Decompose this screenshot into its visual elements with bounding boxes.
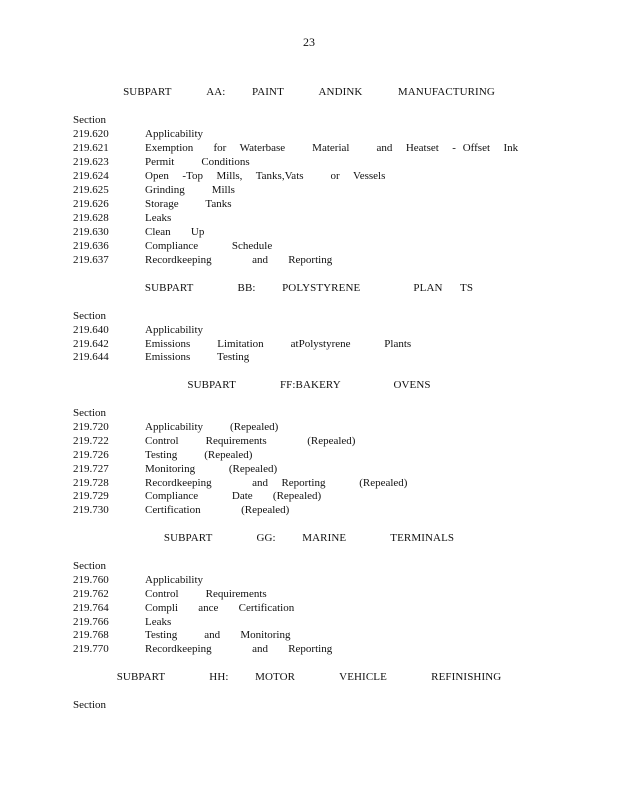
list-item bbox=[0, 254, 618, 268]
section-number: 219.628 bbox=[73, 212, 109, 224]
list-item bbox=[0, 588, 618, 602]
section-label: Section bbox=[73, 699, 106, 711]
section-number: 219.729 bbox=[73, 490, 109, 502]
list-item bbox=[0, 449, 618, 463]
section-title: Recordkeeping and Reporting bbox=[145, 254, 333, 266]
list-item bbox=[0, 128, 618, 142]
section-number: 219.625 bbox=[73, 184, 109, 196]
section-number: 219.621 bbox=[73, 142, 109, 154]
section-title: Control Requirements bbox=[145, 588, 267, 600]
section-number: 219.727 bbox=[73, 463, 109, 475]
section-number: 219.624 bbox=[73, 170, 109, 182]
list-item bbox=[0, 643, 618, 657]
section-number: 219.766 bbox=[73, 616, 109, 628]
section-title: Testing and Monitoring bbox=[145, 629, 291, 641]
list-item bbox=[0, 490, 618, 504]
section-number: 219.764 bbox=[73, 602, 109, 614]
subpart-heading: SUBPART GG: MARINE TERMINALS bbox=[163, 532, 455, 544]
section-title: Grinding Mills bbox=[145, 184, 235, 196]
section-number: 219.728 bbox=[73, 477, 109, 489]
section-number: 219.623 bbox=[73, 156, 109, 168]
section-number: 219.768 bbox=[73, 629, 109, 641]
list-item bbox=[0, 156, 618, 170]
section-title: Emissions Limitation atPolystyrene Plants bbox=[145, 338, 412, 350]
section-title: Open -Top Mills, Tanks,Vats or Vessels bbox=[145, 170, 386, 182]
list-item bbox=[0, 142, 618, 156]
list-item bbox=[0, 351, 618, 365]
section-title: Compliance Schedule bbox=[145, 240, 273, 252]
list-item bbox=[0, 629, 618, 643]
section-number: 219.630 bbox=[73, 226, 109, 238]
list-item bbox=[0, 574, 618, 588]
list-item bbox=[0, 477, 618, 491]
section-number: 219.626 bbox=[73, 198, 109, 210]
list-item bbox=[0, 212, 618, 226]
section-label: Section bbox=[73, 310, 106, 322]
section-number: 219.726 bbox=[73, 449, 109, 461]
subpart-heading: SUBPART FF:BAKERY OVENS bbox=[187, 379, 431, 391]
section-title: Applicability bbox=[145, 128, 204, 140]
section-number: 219.720 bbox=[73, 421, 109, 433]
subpart-heading: SUBPART BB: POLYSTYRENE PLAN TS bbox=[144, 282, 474, 294]
section-number: 219.637 bbox=[73, 254, 109, 266]
subpart-heading: SUBPART AA: PAINT ANDINK MANUFACTURING bbox=[123, 86, 495, 98]
subpart-hh bbox=[0, 671, 618, 683]
section-label: Section bbox=[73, 407, 106, 419]
subpart-heading: SUBPART HH: MOTOR VEHICLE REFINISHING bbox=[116, 671, 502, 683]
list-item bbox=[0, 504, 618, 518]
section-title: Testing (Repealed) bbox=[145, 449, 253, 461]
section-label: Section bbox=[73, 560, 106, 572]
section-title: Recordkeeping and Reporting (Repealed) bbox=[145, 477, 408, 489]
section-title: Recordkeeping and Reporting bbox=[145, 643, 333, 655]
section-number: 219.640 bbox=[73, 324, 109, 336]
section-title: Storage Tanks bbox=[145, 198, 232, 210]
list-item bbox=[0, 240, 618, 254]
section-label: Section bbox=[73, 114, 106, 126]
section-title: Permit Conditions bbox=[145, 156, 250, 168]
section-title: Applicability bbox=[145, 574, 204, 586]
list-item bbox=[0, 184, 618, 198]
section-title: Compli ance Certification bbox=[145, 602, 295, 614]
section-number: 219.644 bbox=[73, 351, 109, 363]
list-item bbox=[0, 435, 618, 449]
list-item bbox=[0, 602, 618, 616]
subpart-bb bbox=[0, 282, 618, 294]
section-title: Leaks bbox=[145, 212, 172, 224]
section-title: Certification (Repealed) bbox=[145, 504, 290, 516]
list-item bbox=[0, 198, 618, 212]
list-item bbox=[0, 170, 618, 184]
section-number: 219.760 bbox=[73, 574, 109, 586]
subpart-aa bbox=[0, 86, 618, 98]
list-item bbox=[0, 421, 618, 435]
subpart-ff bbox=[0, 379, 618, 391]
section-title: Monitoring (Repealed) bbox=[145, 463, 278, 475]
page-number: 23 bbox=[303, 35, 315, 49]
section-number: 219.642 bbox=[73, 338, 109, 350]
section-number: 219.770 bbox=[73, 643, 109, 655]
section-number: 219.762 bbox=[73, 588, 109, 600]
section-title: Clean Up bbox=[145, 226, 205, 238]
section-title: Applicability bbox=[145, 324, 204, 336]
list-item bbox=[0, 226, 618, 240]
section-title: Leaks bbox=[145, 616, 172, 628]
list-item bbox=[0, 463, 618, 477]
section-number: 219.730 bbox=[73, 504, 109, 516]
list-item bbox=[0, 324, 618, 338]
list-item bbox=[0, 616, 618, 630]
section-title: Applicability (Repealed) bbox=[145, 421, 279, 433]
section-title: Control Requirements (Repealed) bbox=[145, 435, 356, 447]
section-title: Emissions Testing bbox=[145, 351, 250, 363]
section-title: Exemption for Waterbase Material and Heatset - Offset Ink bbox=[145, 142, 519, 154]
list-item bbox=[0, 338, 618, 352]
subpart-gg bbox=[0, 532, 618, 544]
section-number: 219.636 bbox=[73, 240, 109, 252]
section-number: 219.722 bbox=[73, 435, 109, 447]
section-number: 219.620 bbox=[73, 128, 109, 140]
section-title: Compliance Date (Repealed) bbox=[145, 490, 322, 502]
